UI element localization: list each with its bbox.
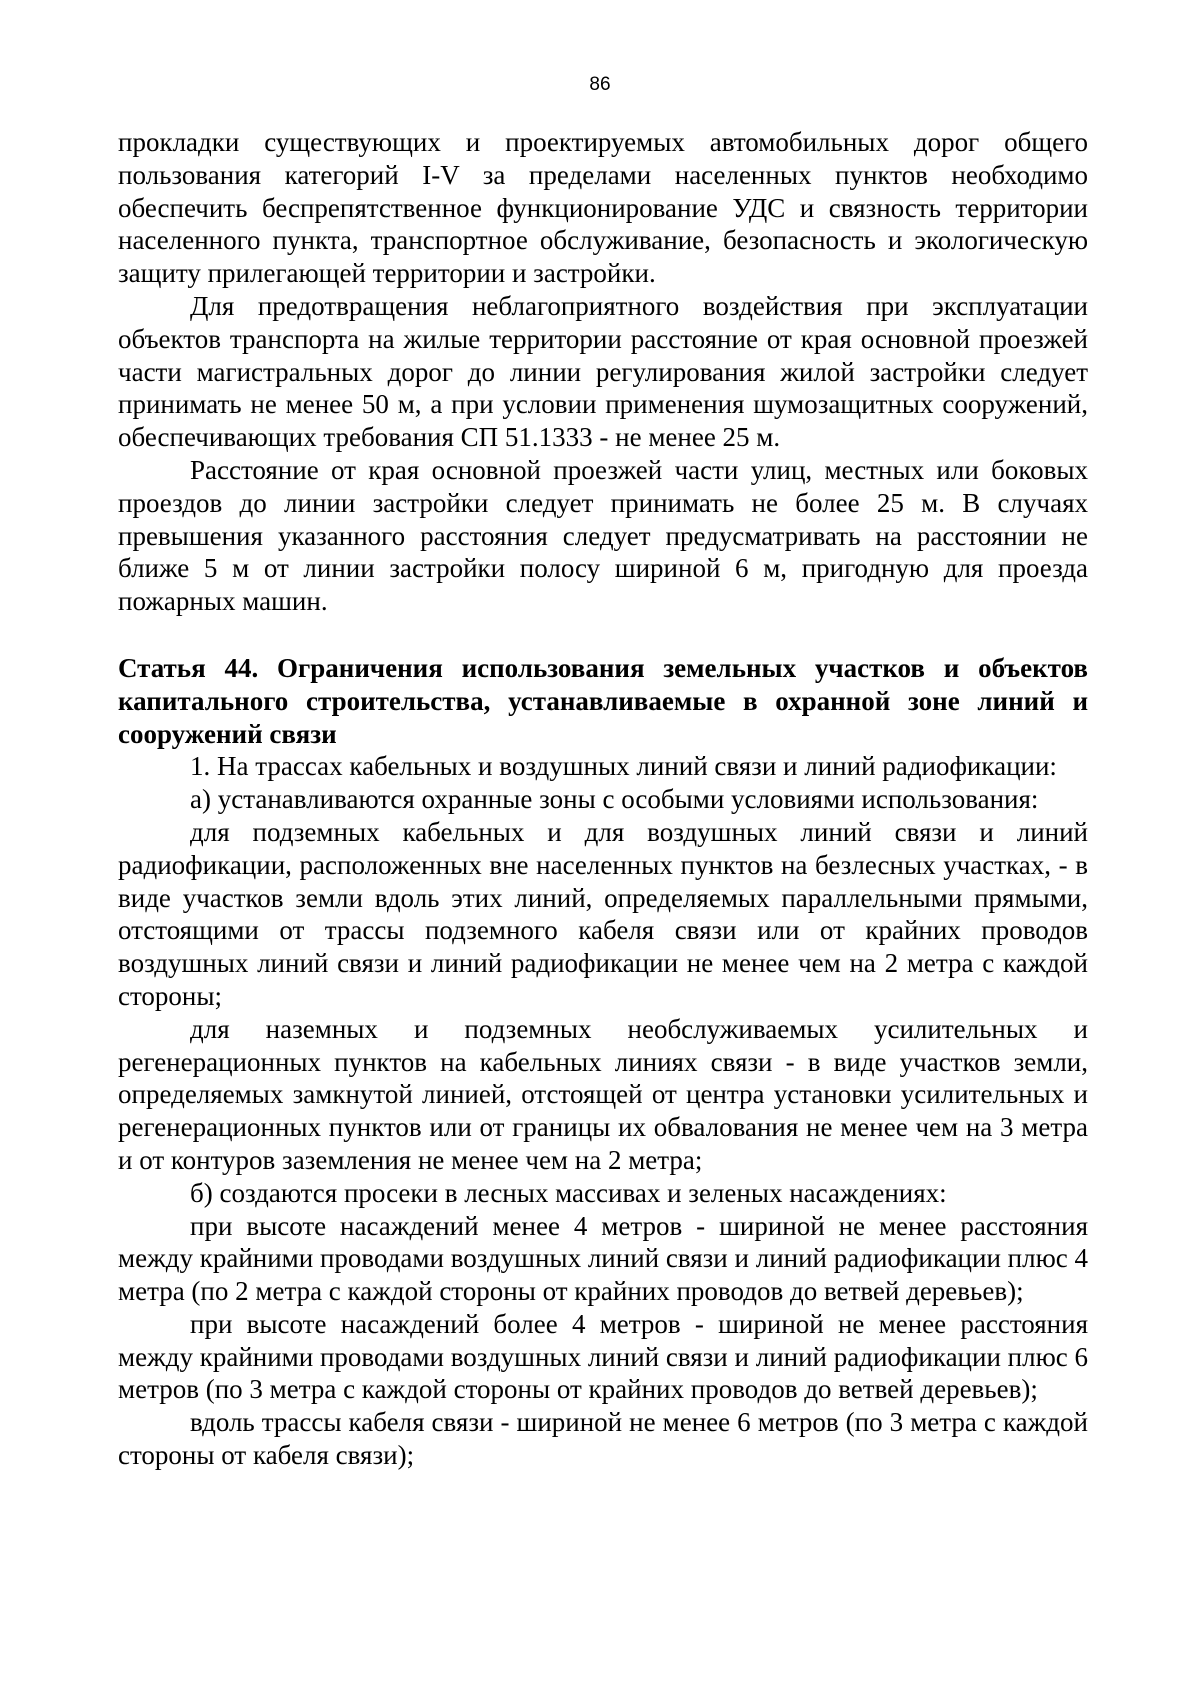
paragraph: Для предотвращения неблагоприятного воздействия при эксплуатации объектов транспорта на жилые территории расстояние от края основной проезжей части магистральных дорог до линии регулирования жилой застройки следует принимать не менее 50 м, а при условии применения шумозащитных сооружений, обеспечивающих требования СП 51.1333 - не менее 25 м.: [118, 290, 1088, 453]
article-heading: Статья 44. Ограничения использования земельных участков и объектов капитального строительства, устанавливаемые в охранной зоне линий и сооружений связи: [118, 652, 1088, 749]
paragraph: при высоте насаждений более 4 метров - шириной не менее расстояния между крайними проводами воздушных линий связи и линий радиофикации плюс 6 метров (по 3 метра с каждой стороны от крайних проводов до ветвей деревьев);: [118, 1308, 1088, 1405]
paragraph: вдоль трассы кабеля связи - шириной не менее 6 метров (по 3 метра с каждой стороны от кабеля связи);: [118, 1407, 1088, 1471]
paragraph: для подземных кабельных и для воздушных линий связи и линий радиофикации, расположенных вне населенных пунктов на безлесных участках, - в виде участков земли вдоль этих линий, определяемых параллельными прямыми, отстоящими от трассы подземного кабеля связи или от крайних проводов воздушных линий связи и линий радиофикации не менее чем на 2 метра с каждой стороны;: [118, 816, 1088, 1011]
paragraph: а) устанавливаются охранные зоны с особыми условиями использования:: [190, 784, 1039, 815]
paragraph: 1. На трассах кабельных и воздушных линий связи и линий радиофикации:: [190, 751, 1057, 782]
paragraph: б) создаются просеки в лесных массивах и зеленых насаждениях:: [190, 1177, 947, 1208]
page-number: 86: [589, 74, 611, 95]
paragraph: прокладки существующих и проектируемых автомобильных дорог общего пользования категорий I-V за пределами населенных пунктов необходимо обеспечить беспрепятственное функционирование УДС и связность территории населенного пункта, транспортное обслуживание, безопасность и экологическую защиту прилегающей территории и застройки.: [118, 127, 1088, 289]
document-body: [118, 126, 1088, 1472]
paragraph: при высоте насаждений менее 4 метров - шириной не менее расстояния между крайними проводами воздушных линий связи и линий радиофикации плюс 4 метра (по 2 метра с каждой стороны от крайних проводов до ветвей деревьев);: [118, 1210, 1088, 1307]
paragraph: для наземных и подземных необслуживаемых усилительных и регенерационных пунктов на кабельных линиях связи - в виде участков земли, определяемых замкнутой линией, отстоящей от центра установки усилительных и регенерационных пунктов или от границы их обвалования не менее чем на 3 метра и от контуров заземления не менее чем на 2 метра;: [118, 1013, 1088, 1175]
paragraph: Расстояние от края основной проезжей части улиц, местных или боковых проездов до линии застройки следует принимать не более 25 м. В случаях превышения указанного расстояния следует предусматривать на расстоянии не ближе 5 м от линии застройки полосу шириной 6 м, пригодную для проезда пожарных машин.: [118, 454, 1088, 617]
